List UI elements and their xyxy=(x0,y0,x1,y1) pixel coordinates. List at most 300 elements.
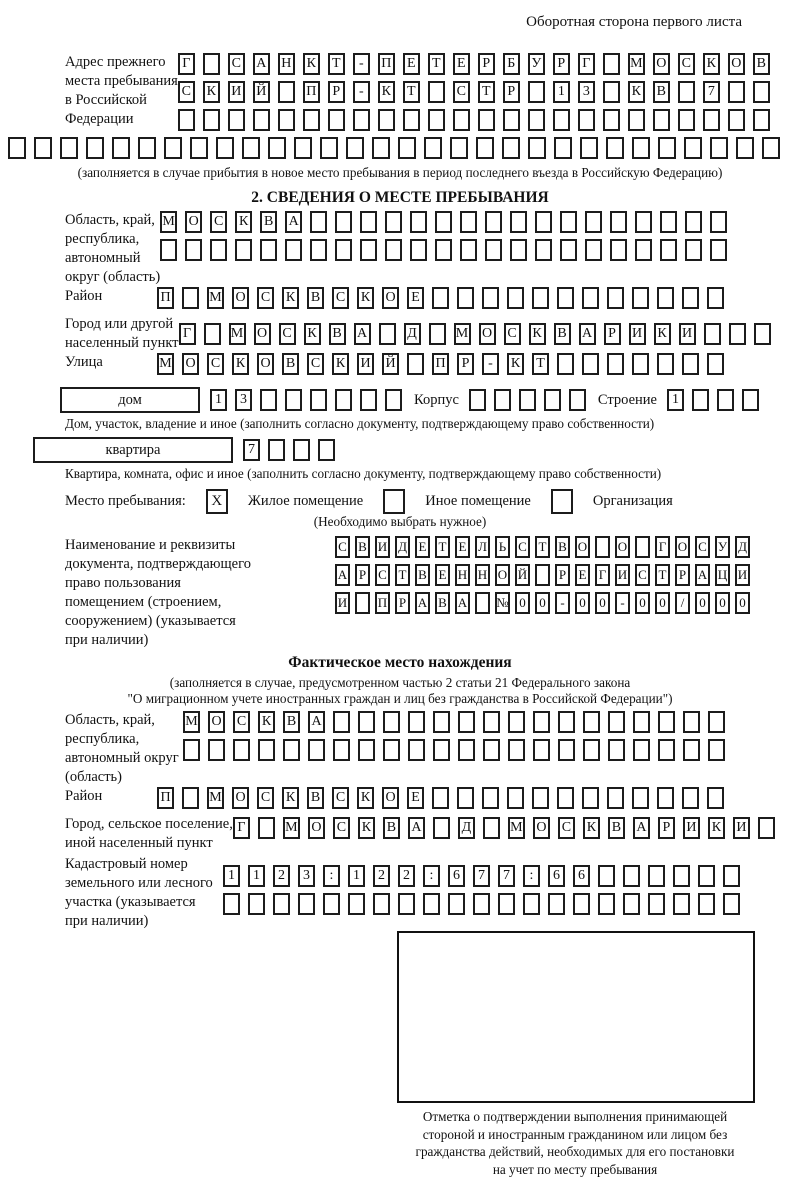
char-box[interactable] xyxy=(457,287,474,309)
char-box[interactable] xyxy=(573,893,590,915)
char-box[interactable] xyxy=(258,817,275,839)
char-box[interactable] xyxy=(710,239,727,261)
char-box[interactable]: И xyxy=(357,353,374,375)
char-box[interactable]: М xyxy=(454,323,471,345)
char-box[interactable] xyxy=(633,739,650,761)
char-box[interactable]: Ь xyxy=(495,536,510,558)
char-box[interactable] xyxy=(607,353,624,375)
char-box[interactable] xyxy=(410,239,427,261)
char-box[interactable]: В xyxy=(415,564,430,586)
char-box[interactable] xyxy=(657,353,674,375)
char-box[interactable]: И xyxy=(375,536,390,558)
char-box[interactable]: В xyxy=(260,211,277,233)
char-box[interactable] xyxy=(728,81,745,103)
char-box[interactable] xyxy=(353,109,370,131)
char-box[interactable]: С xyxy=(279,323,296,345)
char-box[interactable] xyxy=(507,287,524,309)
char-box[interactable]: В xyxy=(753,53,770,75)
char-box[interactable] xyxy=(657,287,674,309)
char-box[interactable]: О xyxy=(208,711,225,733)
char-box[interactable]: К xyxy=(378,81,395,103)
char-box[interactable] xyxy=(707,787,724,809)
char-box[interactable]: О xyxy=(257,353,274,375)
char-box[interactable]: 7 xyxy=(473,865,490,887)
char-box[interactable] xyxy=(335,239,352,261)
char-box[interactable]: К xyxy=(304,323,321,345)
char-box[interactable]: С xyxy=(515,536,530,558)
char-box[interactable] xyxy=(510,239,527,261)
char-box[interactable] xyxy=(385,211,402,233)
char-box[interactable]: К xyxy=(654,323,671,345)
char-box[interactable] xyxy=(453,109,470,131)
char-box[interactable] xyxy=(293,439,310,461)
char-box[interactable] xyxy=(623,865,640,887)
char-box[interactable] xyxy=(595,536,610,558)
char-box[interactable]: И xyxy=(335,592,350,614)
char-box[interactable] xyxy=(458,711,475,733)
char-box[interactable]: Р xyxy=(355,564,370,586)
char-box[interactable]: 0 xyxy=(515,592,530,614)
char-box[interactable]: В xyxy=(608,817,625,839)
char-box[interactable]: В xyxy=(653,81,670,103)
char-box[interactable] xyxy=(508,711,525,733)
char-box[interactable]: К xyxy=(357,787,374,809)
char-box[interactable]: И xyxy=(735,564,750,586)
char-box[interactable] xyxy=(708,739,725,761)
char-box[interactable]: 1 xyxy=(553,81,570,103)
char-box[interactable]: О xyxy=(308,817,325,839)
char-box[interactable] xyxy=(678,81,695,103)
char-box[interactable] xyxy=(112,137,130,159)
char-box[interactable]: С xyxy=(335,536,350,558)
char-box[interactable]: Е xyxy=(455,536,470,558)
char-box[interactable]: 6 xyxy=(573,865,590,887)
char-box[interactable] xyxy=(360,239,377,261)
char-box[interactable] xyxy=(698,893,715,915)
char-box[interactable] xyxy=(633,711,650,733)
char-box[interactable]: Т xyxy=(395,564,410,586)
char-box[interactable] xyxy=(483,711,500,733)
char-box[interactable] xyxy=(683,711,700,733)
char-box[interactable] xyxy=(728,109,745,131)
char-box[interactable]: М xyxy=(183,711,200,733)
char-box[interactable] xyxy=(607,287,624,309)
char-box[interactable] xyxy=(653,109,670,131)
char-box[interactable]: Л xyxy=(475,536,490,558)
char-box[interactable] xyxy=(632,787,649,809)
char-box[interactable] xyxy=(433,711,450,733)
char-box[interactable] xyxy=(478,109,495,131)
char-box[interactable] xyxy=(585,239,602,261)
char-box[interactable]: С xyxy=(307,353,324,375)
char-box[interactable] xyxy=(385,239,402,261)
char-box[interactable]: Д xyxy=(735,536,750,558)
char-box[interactable]: 2 xyxy=(373,865,390,887)
char-box[interactable]: С xyxy=(228,53,245,75)
char-box[interactable] xyxy=(558,739,575,761)
char-box[interactable] xyxy=(450,137,468,159)
char-box[interactable]: 1 xyxy=(223,865,240,887)
char-box[interactable] xyxy=(494,389,511,411)
char-box[interactable]: О xyxy=(382,287,399,309)
char-box[interactable]: А xyxy=(285,211,302,233)
char-box[interactable]: Й xyxy=(515,564,530,586)
char-box[interactable]: С xyxy=(375,564,390,586)
char-box[interactable] xyxy=(628,109,645,131)
char-box[interactable]: 7 xyxy=(243,439,260,461)
char-box[interactable]: Б xyxy=(503,53,520,75)
char-box[interactable] xyxy=(383,711,400,733)
char-box[interactable] xyxy=(685,211,702,233)
char-box[interactable]: К xyxy=(628,81,645,103)
char-box[interactable]: К xyxy=(357,287,374,309)
char-box[interactable] xyxy=(678,109,695,131)
char-box[interactable] xyxy=(657,787,674,809)
char-box[interactable]: У xyxy=(715,536,730,558)
char-box[interactable]: И xyxy=(615,564,630,586)
char-box[interactable]: А xyxy=(308,711,325,733)
char-box[interactable]: В xyxy=(355,536,370,558)
char-box[interactable] xyxy=(190,137,208,159)
char-box[interactable] xyxy=(360,389,377,411)
char-box[interactable]: А xyxy=(415,592,430,614)
char-box[interactable] xyxy=(557,787,574,809)
char-box[interactable] xyxy=(383,739,400,761)
char-box[interactable] xyxy=(208,739,225,761)
char-box[interactable] xyxy=(648,893,665,915)
char-box[interactable]: - xyxy=(482,353,499,375)
char-box[interactable] xyxy=(585,211,602,233)
char-box[interactable] xyxy=(660,239,677,261)
char-box[interactable]: Р xyxy=(658,817,675,839)
char-box[interactable]: М xyxy=(229,323,246,345)
char-box[interactable]: В xyxy=(435,592,450,614)
char-box[interactable] xyxy=(248,893,265,915)
char-box[interactable]: С xyxy=(453,81,470,103)
char-box[interactable] xyxy=(608,739,625,761)
char-box[interactable] xyxy=(684,137,702,159)
char-box[interactable] xyxy=(398,137,416,159)
char-box[interactable]: 7 xyxy=(498,865,515,887)
char-box[interactable] xyxy=(178,109,195,131)
char-box[interactable]: К xyxy=(235,211,252,233)
char-box[interactable] xyxy=(378,109,395,131)
char-box[interactable]: О xyxy=(182,353,199,375)
char-box[interactable] xyxy=(736,137,754,159)
char-box[interactable]: О xyxy=(653,53,670,75)
char-box[interactable]: Е xyxy=(407,287,424,309)
char-box[interactable]: А xyxy=(408,817,425,839)
char-box[interactable]: А xyxy=(633,817,650,839)
char-box[interactable]: 1 xyxy=(210,389,227,411)
char-box[interactable] xyxy=(460,211,477,233)
char-box[interactable] xyxy=(560,239,577,261)
char-box[interactable]: М xyxy=(628,53,645,75)
char-box[interactable] xyxy=(544,389,561,411)
char-box[interactable] xyxy=(372,137,390,159)
char-box[interactable] xyxy=(483,817,500,839)
char-box[interactable]: С xyxy=(558,817,575,839)
char-box[interactable] xyxy=(498,893,515,915)
char-box[interactable] xyxy=(519,389,536,411)
char-box[interactable]: 0 xyxy=(635,592,650,614)
char-box[interactable]: Е xyxy=(435,564,450,586)
char-box[interactable] xyxy=(557,353,574,375)
char-box[interactable] xyxy=(303,109,320,131)
char-box[interactable] xyxy=(310,239,327,261)
char-box[interactable]: И xyxy=(228,81,245,103)
char-box[interactable] xyxy=(658,739,675,761)
char-box[interactable]: А xyxy=(253,53,270,75)
char-box[interactable]: Р xyxy=(328,81,345,103)
char-box[interactable]: В xyxy=(383,817,400,839)
char-box[interactable]: С xyxy=(333,817,350,839)
char-box[interactable] xyxy=(373,893,390,915)
char-box[interactable] xyxy=(360,211,377,233)
char-box[interactable] xyxy=(523,893,540,915)
char-box[interactable] xyxy=(535,564,550,586)
char-box[interactable] xyxy=(283,739,300,761)
char-box[interactable]: 0 xyxy=(595,592,610,614)
char-box[interactable] xyxy=(528,137,546,159)
char-box[interactable] xyxy=(408,739,425,761)
char-box[interactable] xyxy=(428,109,445,131)
char-box[interactable]: Е xyxy=(403,53,420,75)
char-box[interactable] xyxy=(535,239,552,261)
char-box[interactable]: 1 xyxy=(248,865,265,887)
char-box[interactable]: М xyxy=(207,787,224,809)
char-box[interactable] xyxy=(635,211,652,233)
char-box[interactable] xyxy=(569,389,586,411)
char-box[interactable]: Е xyxy=(453,53,470,75)
char-box[interactable]: П xyxy=(303,81,320,103)
char-box[interactable] xyxy=(260,239,277,261)
char-box[interactable] xyxy=(410,211,427,233)
char-box[interactable] xyxy=(742,389,759,411)
char-box[interactable] xyxy=(683,739,700,761)
char-box[interactable]: Т xyxy=(532,353,549,375)
char-box[interactable]: К xyxy=(529,323,546,345)
char-box[interactable] xyxy=(203,109,220,131)
char-box[interactable] xyxy=(482,787,499,809)
char-box[interactable]: К xyxy=(203,81,220,103)
char-box[interactable] xyxy=(532,787,549,809)
char-box[interactable] xyxy=(383,489,405,514)
char-box[interactable] xyxy=(528,109,545,131)
char-box[interactable] xyxy=(320,137,338,159)
char-box[interactable] xyxy=(294,137,312,159)
char-box[interactable]: П xyxy=(157,287,174,309)
char-box[interactable]: 0 xyxy=(715,592,730,614)
char-box[interactable] xyxy=(216,137,234,159)
char-box[interactable] xyxy=(433,739,450,761)
char-box[interactable]: Г xyxy=(595,564,610,586)
char-box[interactable]: А xyxy=(354,323,371,345)
char-box[interactable] xyxy=(682,353,699,375)
char-box[interactable] xyxy=(407,353,424,375)
char-box[interactable] xyxy=(554,137,572,159)
char-box[interactable] xyxy=(557,287,574,309)
char-box[interactable] xyxy=(560,211,577,233)
char-box[interactable] xyxy=(233,739,250,761)
char-box[interactable]: А xyxy=(335,564,350,586)
char-box[interactable]: Й xyxy=(253,81,270,103)
char-box[interactable] xyxy=(758,817,775,839)
char-box[interactable] xyxy=(482,287,499,309)
char-box[interactable]: 1 xyxy=(667,389,684,411)
char-box[interactable] xyxy=(253,109,270,131)
char-box[interactable]: С xyxy=(635,564,650,586)
char-box[interactable]: 6 xyxy=(448,865,465,887)
char-box[interactable]: С xyxy=(332,287,349,309)
char-box[interactable] xyxy=(60,137,78,159)
char-box[interactable]: 0 xyxy=(575,592,590,614)
char-box[interactable]: Н xyxy=(455,564,470,586)
char-box[interactable]: К xyxy=(282,287,299,309)
char-box[interactable]: И xyxy=(629,323,646,345)
char-box[interactable] xyxy=(485,211,502,233)
char-box[interactable]: 2 xyxy=(398,865,415,887)
char-box[interactable]: К xyxy=(708,817,725,839)
char-box[interactable] xyxy=(278,81,295,103)
char-box[interactable] xyxy=(358,739,375,761)
char-box[interactable]: И xyxy=(683,817,700,839)
char-box[interactable] xyxy=(260,389,277,411)
char-box[interactable]: X xyxy=(206,489,228,514)
char-box[interactable] xyxy=(660,211,677,233)
char-box[interactable] xyxy=(483,739,500,761)
char-box[interactable]: О xyxy=(254,323,271,345)
char-box[interactable]: О xyxy=(382,787,399,809)
char-box[interactable] xyxy=(398,893,415,915)
char-box[interactable]: Т xyxy=(655,564,670,586)
char-box[interactable] xyxy=(610,211,627,233)
char-box[interactable] xyxy=(204,323,221,345)
char-box[interactable] xyxy=(582,287,599,309)
char-box[interactable] xyxy=(355,592,370,614)
char-box[interactable]: В xyxy=(282,353,299,375)
char-box[interactable]: К xyxy=(703,53,720,75)
char-box[interactable]: И xyxy=(679,323,696,345)
char-box[interactable]: - xyxy=(353,53,370,75)
char-box[interactable]: Й xyxy=(382,353,399,375)
char-box[interactable] xyxy=(358,711,375,733)
char-box[interactable] xyxy=(435,211,452,233)
char-box[interactable]: 0 xyxy=(535,592,550,614)
char-box[interactable]: О xyxy=(185,211,202,233)
char-box[interactable] xyxy=(603,81,620,103)
char-box[interactable]: П xyxy=(378,53,395,75)
char-box[interactable] xyxy=(698,865,715,887)
char-box[interactable] xyxy=(723,865,740,887)
char-box[interactable]: Т xyxy=(478,81,495,103)
char-box[interactable] xyxy=(723,893,740,915)
char-box[interactable] xyxy=(753,81,770,103)
char-box[interactable] xyxy=(502,137,520,159)
char-box[interactable] xyxy=(603,109,620,131)
char-box[interactable]: С xyxy=(257,287,274,309)
char-box[interactable]: У xyxy=(528,53,545,75)
char-box[interactable]: 0 xyxy=(735,592,750,614)
char-box[interactable]: - xyxy=(555,592,570,614)
char-box[interactable]: Г xyxy=(578,53,595,75)
char-box[interactable]: К xyxy=(282,787,299,809)
char-box[interactable] xyxy=(685,239,702,261)
char-box[interactable] xyxy=(328,109,345,131)
char-box[interactable]: Н xyxy=(278,53,295,75)
char-box[interactable]: В xyxy=(554,323,571,345)
char-box[interactable] xyxy=(548,893,565,915)
char-box[interactable]: 6 xyxy=(548,865,565,887)
char-box[interactable]: О xyxy=(479,323,496,345)
char-box[interactable] xyxy=(310,211,327,233)
char-box[interactable] xyxy=(285,389,302,411)
char-box[interactable] xyxy=(432,287,449,309)
char-box[interactable] xyxy=(458,739,475,761)
char-box[interactable] xyxy=(138,137,156,159)
char-box[interactable]: Р xyxy=(553,53,570,75)
char-box[interactable]: 3 xyxy=(578,81,595,103)
char-box[interactable]: - xyxy=(615,592,630,614)
char-box[interactable]: Р xyxy=(555,564,570,586)
char-box[interactable]: П xyxy=(157,787,174,809)
char-box[interactable] xyxy=(533,739,550,761)
char-box[interactable] xyxy=(335,211,352,233)
char-box[interactable]: Е xyxy=(575,564,590,586)
char-box[interactable]: В xyxy=(283,711,300,733)
char-box[interactable]: Т xyxy=(435,536,450,558)
char-box[interactable] xyxy=(580,137,598,159)
char-box[interactable] xyxy=(424,137,442,159)
char-box[interactable]: К xyxy=(583,817,600,839)
char-box[interactable]: С xyxy=(695,536,710,558)
char-box[interactable]: / xyxy=(675,592,690,614)
char-box[interactable]: М xyxy=(160,211,177,233)
char-box[interactable]: Р xyxy=(503,81,520,103)
char-box[interactable] xyxy=(433,817,450,839)
char-box[interactable]: Р xyxy=(604,323,621,345)
char-box[interactable] xyxy=(310,389,327,411)
char-box[interactable] xyxy=(333,711,350,733)
char-box[interactable]: : xyxy=(423,865,440,887)
char-box[interactable] xyxy=(508,739,525,761)
char-box[interactable]: Е xyxy=(407,787,424,809)
char-box[interactable]: Г xyxy=(233,817,250,839)
char-box[interactable]: А xyxy=(455,592,470,614)
char-box[interactable] xyxy=(632,353,649,375)
char-box[interactable]: О xyxy=(533,817,550,839)
char-box[interactable]: Р xyxy=(675,564,690,586)
char-box[interactable]: С xyxy=(678,53,695,75)
char-box[interactable] xyxy=(242,137,260,159)
char-box[interactable] xyxy=(485,239,502,261)
char-box[interactable]: О xyxy=(232,287,249,309)
char-box[interactable] xyxy=(729,323,746,345)
char-box[interactable] xyxy=(428,81,445,103)
char-box[interactable] xyxy=(348,893,365,915)
char-box[interactable]: 0 xyxy=(695,592,710,614)
char-box[interactable] xyxy=(762,137,780,159)
char-box[interactable] xyxy=(164,137,182,159)
char-box[interactable]: А xyxy=(579,323,596,345)
char-box[interactable] xyxy=(460,239,477,261)
char-box[interactable] xyxy=(86,137,104,159)
char-box[interactable]: Т xyxy=(328,53,345,75)
char-box[interactable] xyxy=(268,137,286,159)
char-box[interactable] xyxy=(432,787,449,809)
char-box[interactable]: М xyxy=(508,817,525,839)
char-box[interactable]: Н xyxy=(475,564,490,586)
